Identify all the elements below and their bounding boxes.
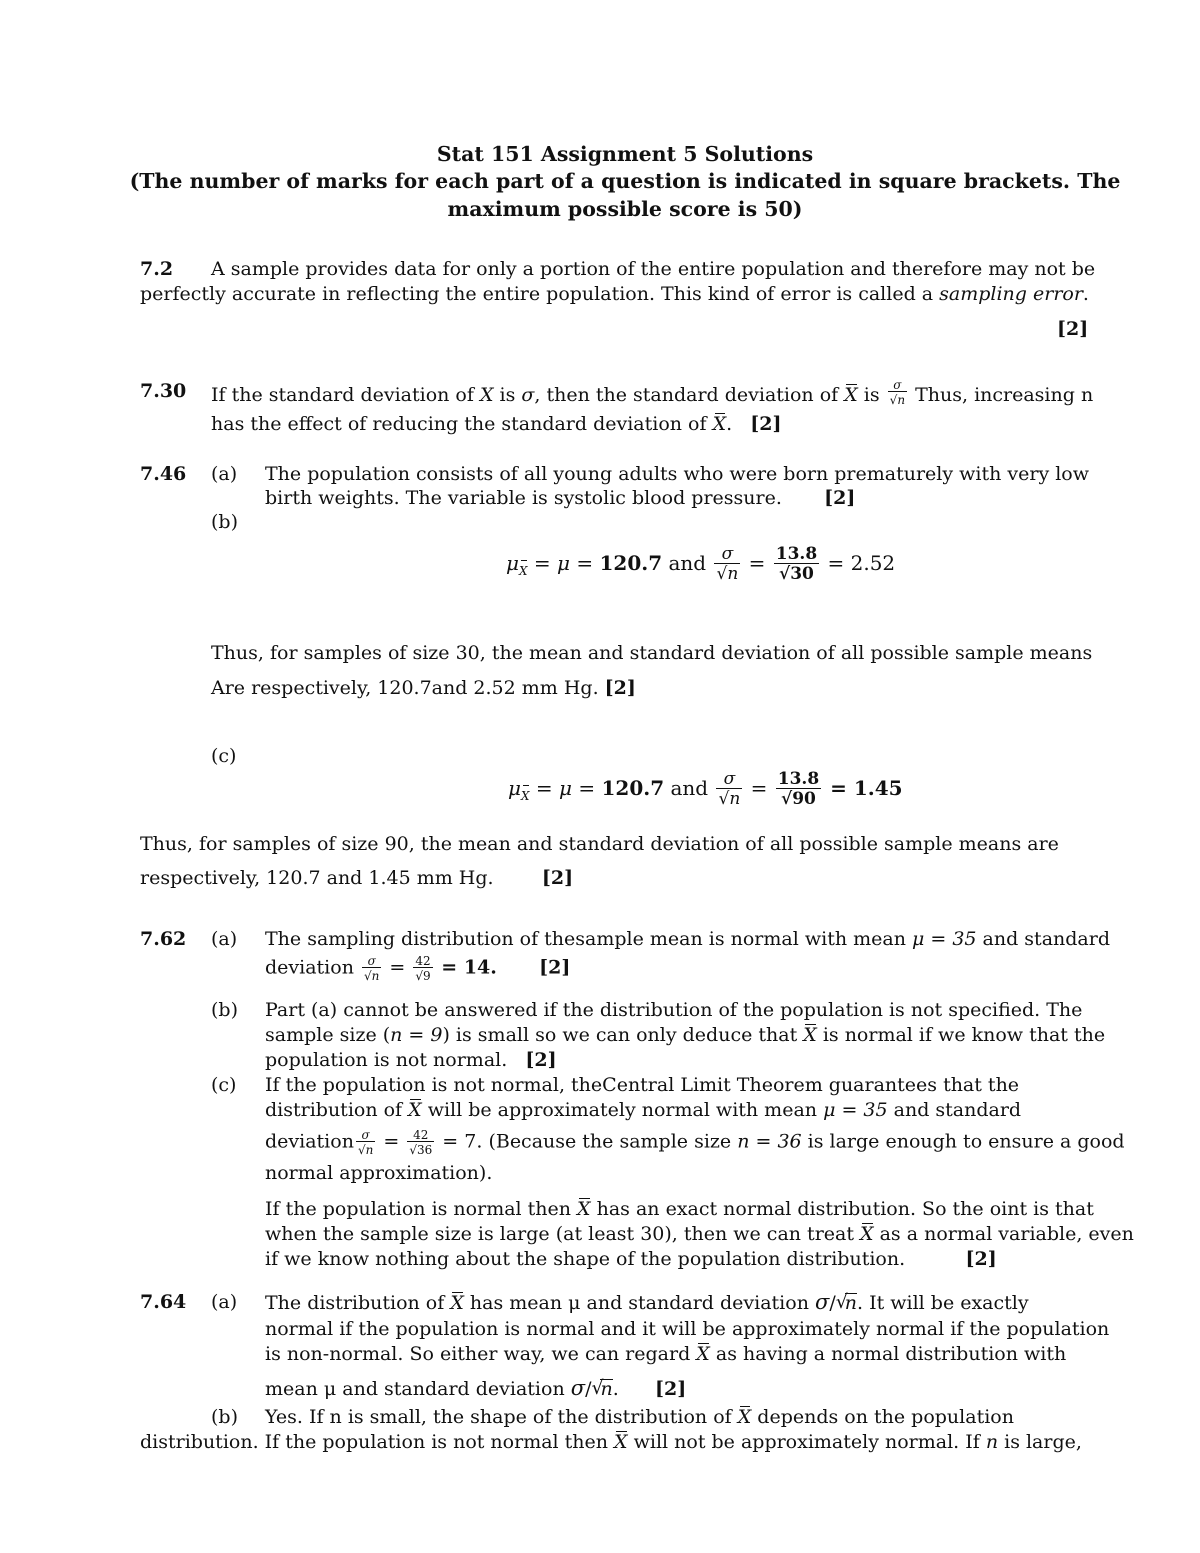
question-number-7-62: 7.62 bbox=[140, 928, 187, 950]
q762-part-b-label: (b) bbox=[211, 999, 238, 1021]
q730-line-2: has the effect of reducing the standard deviation of X. [2] bbox=[211, 413, 782, 435]
page-title: Stat 151 Assignment 5 Solutions bbox=[436, 142, 814, 166]
q746-part-a-label: (a) bbox=[211, 463, 238, 485]
page-subtitle-line-2: maximum possible score is 50) bbox=[447, 197, 803, 221]
q764-part-b-label: (b) bbox=[211, 1406, 238, 1428]
q746-b-equation: $\mu_X = \mu = 120.7$ and $\frac{\sigma}{√n}$ = $\frac{13.8}{√30}$ = 2.52 bbox=[506, 544, 896, 584]
q746-part-c-label: (c) bbox=[211, 745, 237, 767]
q762-a-line-2: deviation $\frac{\sigma}{√n}$ = $\frac{42}{√9}$ = 14. [2] bbox=[265, 954, 571, 983]
q762-part-c-label: (c) bbox=[211, 1074, 237, 1096]
question-number-7-2: 7.2 bbox=[140, 258, 174, 280]
question-number-7-30: 7.30 bbox=[140, 380, 187, 402]
q762-b-line-3: population is not normal. [2] bbox=[265, 1049, 557, 1071]
question-number-7-46: 7.46 bbox=[140, 463, 187, 485]
q764-b-line-1: Yes. If n is small, the shape of the distribution of X depends on the population bbox=[265, 1406, 1014, 1428]
q746-c-text-1: Thus, for samples of size 90, the mean and standard deviation of all possible sample means are bbox=[140, 833, 1059, 855]
q746-c-equation: $\mu_X = \mu = 120.7$ and $\frac{\sigma}{√n}$ = $\frac{13.8}{√90}$ = 1.45 bbox=[508, 769, 903, 809]
q764-b-line-2: distribution. If the population is not normal then X will not be approximately normal. If n is large, bbox=[140, 1431, 1082, 1453]
q730-line-1: If the standard deviation of X is σ, then the standard deviation of X is $\frac{\sigma}{√n}$ Thus, increasing n bbox=[211, 378, 1094, 407]
q746-b-text-1: Thus, for samples of size 30, the mean and standard deviation of all possible sample means bbox=[211, 642, 1093, 664]
q746-part-b-label: (b) bbox=[211, 511, 238, 533]
q746-c-text-2: respectively, 120.7 and 1.45 mm Hg. [2] bbox=[140, 867, 574, 889]
q762-c-line-1: If the population is not normal, theCentral Limit Theorem guarantees that the bbox=[265, 1074, 1020, 1096]
q746-b-text-2: Are respectively, 120.7and 2.52 mm Hg. [2] bbox=[211, 677, 636, 699]
q762-c-line-3: deviation $\frac{\sigma}{√n}$ = $\frac{42}{√36}$ = 7. (Because the sample size n = 36 is large enough to ensure a good bbox=[265, 1128, 1125, 1157]
q762-b-line-1: Part (a) cannot be answered if the distribution of the population is not specified. The bbox=[265, 999, 1083, 1021]
q762-c-para2-line-3: if we know nothing about the shape of the population distribution. [2] bbox=[265, 1248, 997, 1270]
q764-a-line-1: The distribution of X has mean μ and standard deviation σ/√ n. It will be exactly bbox=[265, 1290, 1029, 1315]
q764-a-line-3: is non-normal. So either way, we can regard X as having a normal distribution with bbox=[265, 1343, 1067, 1365]
q762-c-para2-line-1: If the population is normal then X has an exact normal distribution. So the oint is that bbox=[265, 1198, 1094, 1220]
q72-line-1: A sample provides data for only a portion of the entire population and therefore may not be bbox=[211, 258, 1096, 280]
q762-c-line-4: normal approximation). bbox=[265, 1162, 493, 1184]
q746-a-line-2: birth weights. The variable is systolic blood pressure. [2] bbox=[265, 487, 856, 509]
q762-b-line-2: sample size (n = 9) is small so we can only deduce that X is normal if we know that the bbox=[265, 1024, 1106, 1046]
q764-a-line-4: mean μ and standard deviation σ/√ n. [2] bbox=[265, 1376, 686, 1401]
q72-marks: [2] bbox=[1057, 318, 1089, 340]
q762-part-a-label: (a) bbox=[211, 928, 238, 950]
question-number-7-64: 7.64 bbox=[140, 1291, 187, 1313]
q764-a-line-2: normal if the population is normal and it will be approximately normal if the population bbox=[265, 1318, 1110, 1340]
q762-c-line-2: distribution of X will be approximately normal with mean μ = 35 and standard bbox=[265, 1099, 1022, 1121]
q762-c-para2-line-2: when the sample size is large (at least 30), then we can treat X as a normal variable, even bbox=[265, 1223, 1134, 1245]
page-subtitle-line-1: (The number of marks for each part of a question is indicated in square brackets. The bbox=[129, 169, 1121, 193]
q762-a-line-1: The sampling distribution of thesample mean is normal with mean μ = 35 and standard bbox=[265, 928, 1110, 950]
q746-a-line-1: The population consists of all young adults who were born prematurely with very low bbox=[265, 463, 1090, 485]
q764-part-a-label: (a) bbox=[211, 1291, 238, 1313]
q72-line-2: perfectly accurate in reflecting the entire population. This kind of error is called a sampling error. bbox=[140, 283, 1089, 305]
